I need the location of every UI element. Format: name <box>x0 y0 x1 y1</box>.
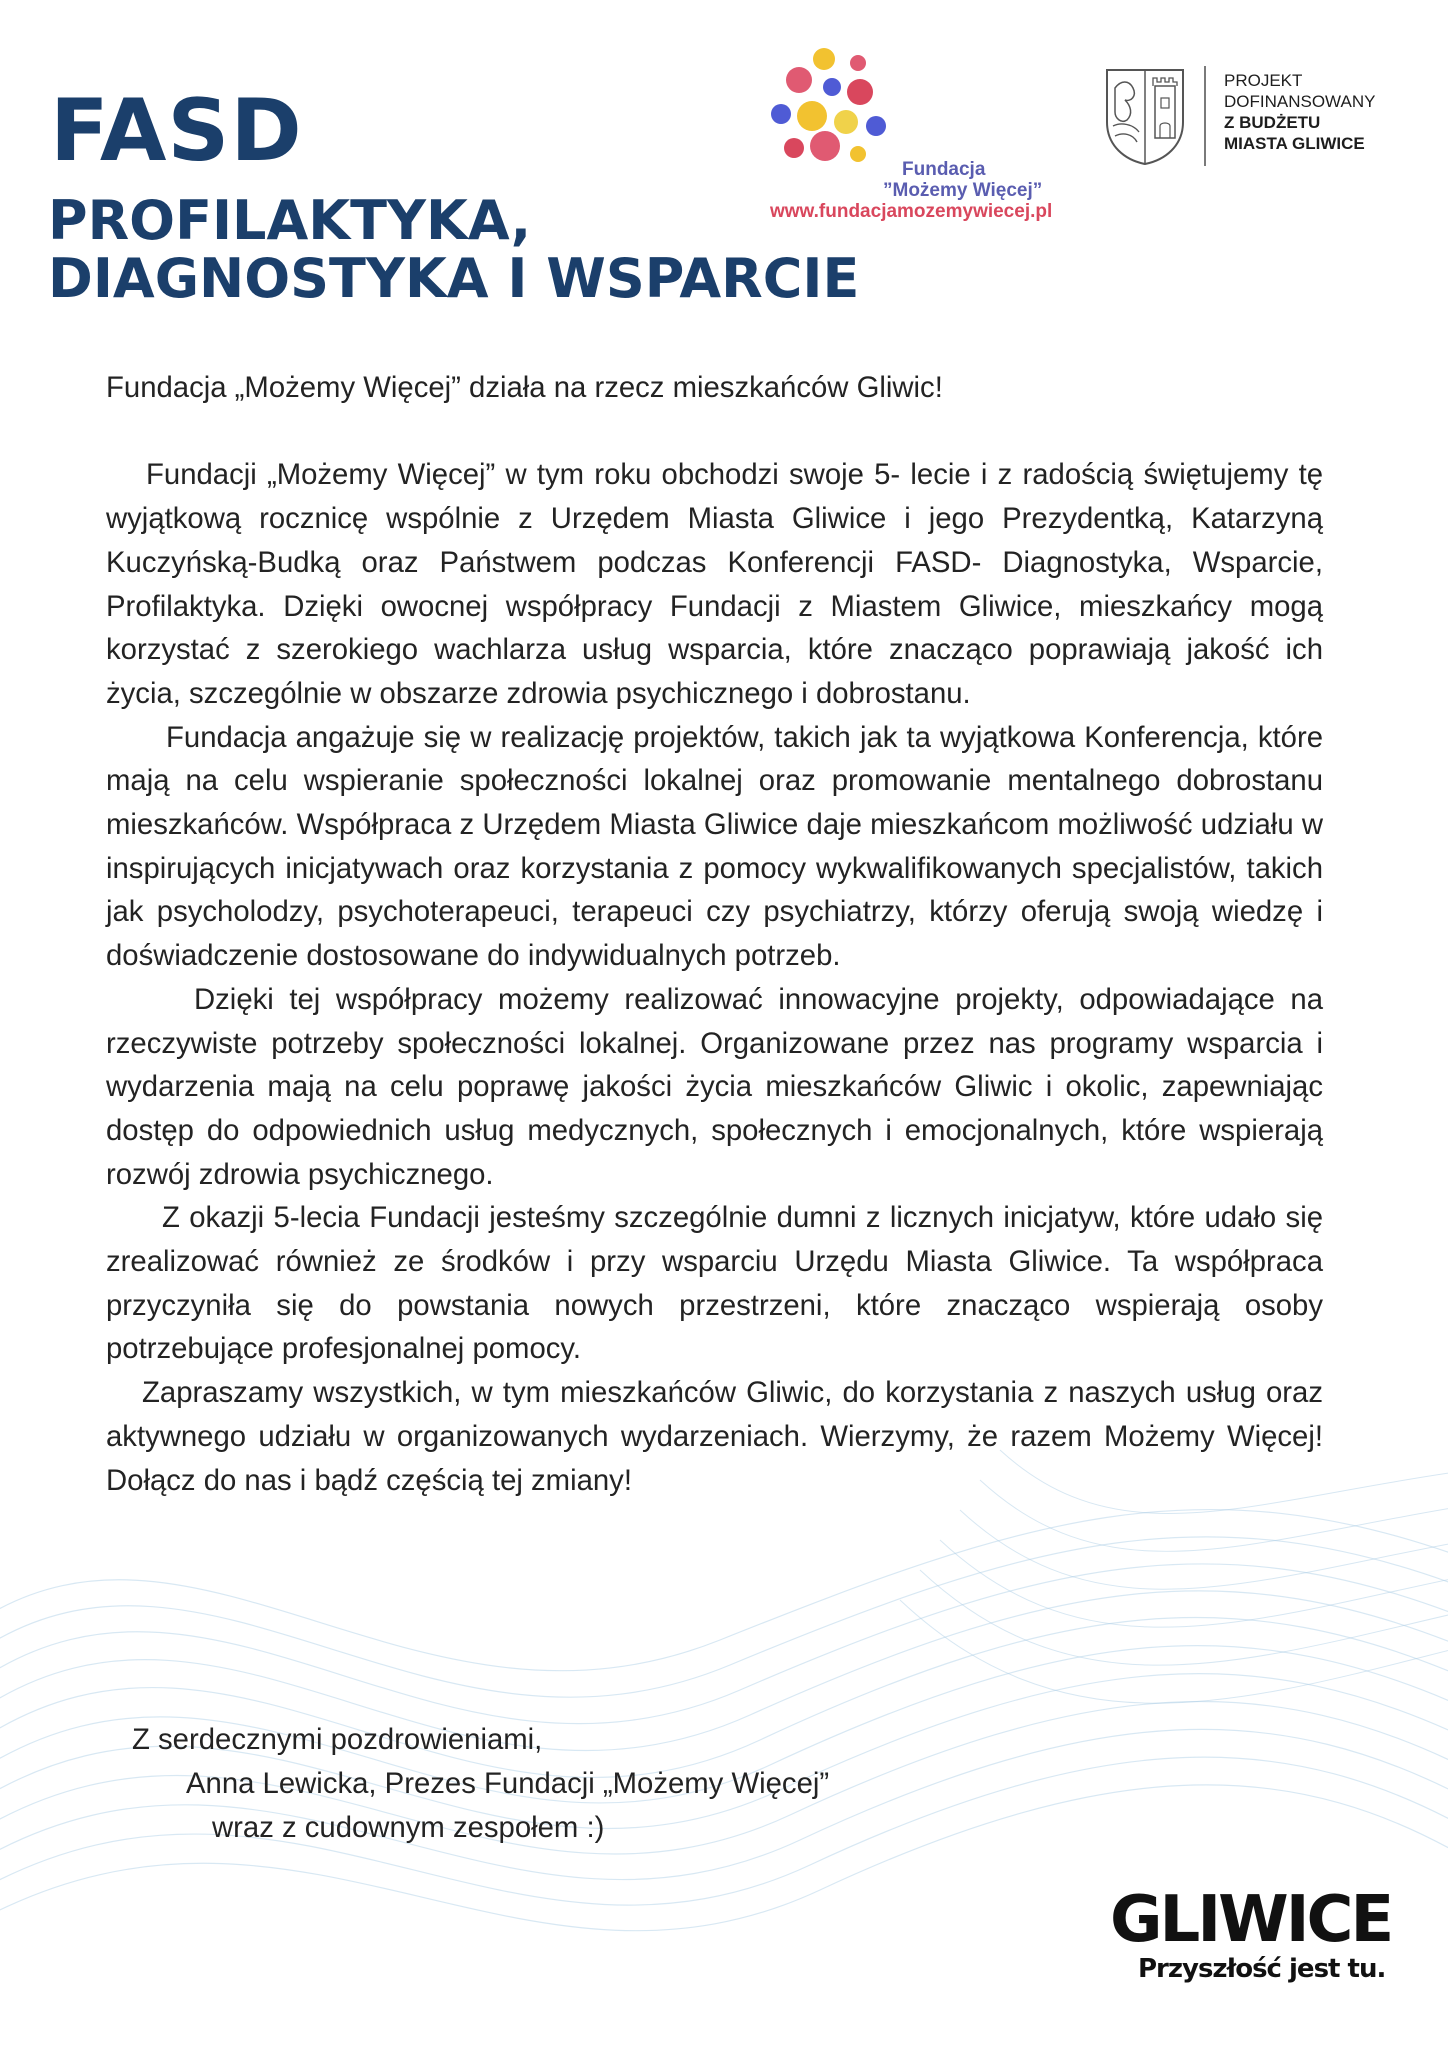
closing-line: Z serdecznymi pozdrowieniami, <box>132 1723 543 1756</box>
gliwice-crest-icon <box>1103 66 1187 166</box>
gliwice-logo: GLIWICE <box>1110 1883 1392 1957</box>
signatory-line: Anna Lewicka, Prezes Fundacji „Możemy Więcej” <box>186 1767 830 1800</box>
badge-line-1: PROJEKT <box>1224 71 1303 90</box>
team-line: wraz z cudownym zespołem :) <box>212 1811 605 1844</box>
badge-line-2: DOFINANSOWANY <box>1224 92 1376 111</box>
signature-block <box>132 1718 829 1850</box>
page-title: FASD <box>50 81 303 181</box>
badge-line-3: Z BUDŻETU <box>1224 113 1321 132</box>
gliwice-tagline: Przyszłość jest tu. <box>1138 1954 1386 1984</box>
project-badge <box>1224 70 1434 154</box>
foundation-name-line2: ”Możemy Więcej” <box>883 180 1043 201</box>
foundation-logo <box>770 44 1100 222</box>
letter-paragraph: Zapraszamy wszystkich, w tym mieszkańców Gliwic, do korzystania z naszych usług oraz aktywnego udziału w organizowanych wydarzeniach. Wierzymy, że razem Możemy Więcej! Dołącz do nas i bądź częścią tej zmiany! <box>106 1376 1323 1497</box>
badge-line-4: MIASTA GLIWICE <box>1224 134 1365 153</box>
letter-intro: Fundacja „Możemy Więcej” działa na rzecz mieszkańców Gliwic! <box>106 371 943 404</box>
page-subtitle: PROFILAKTYKA, DIAGNOSTYKA I WSPARCIE <box>48 189 860 310</box>
letter-paragraph: Z okazji 5-lecia Fundacji jesteśmy szczególnie dumni z licznych inicjatyw, które udało się zrealizować również ze środków i przy wsparciu Urzędu Miasta Gliwice. Ta współpraca przyczyniła się do powstania nowych przestrzeni, które znacząco wspierają osoby potrzebujące profesjonalnej pomocy. <box>106 1201 1323 1366</box>
badge-divider <box>1204 66 1206 166</box>
colored-dots-icon <box>770 44 1100 174</box>
letter-paragraph: Dzięki tej współpracy możemy realizować innowacyjne projekty, odpowiadające na rzeczywiste potrzeby społeczności lokalnej. Organizowane przez nas programy wsparcia i wydarzenia mają na celu poprawę jakości życia mieszkańców Gliwic i okolic, zapewniając dostęp do odpowiednich usług medycznych, społecznych i emocjonalnych, które wspierają rozwój zdrowia psychicznego. <box>106 982 1323 1191</box>
letter-paragraph: Fundacji „Możemy Więcej” w tym roku obchodzi swoje 5- lecie i z radością świętujemy tę wyjątkową rocznicę wspólnie z Urzędem Miasta Gliwice i jego Prezydentką, Katarzyną Kuczyńską-Budką oraz Państwem podczas Konferencji FASD- Diagnostyka, Wsparcie, Profilaktyka. Dzięki owocnej współpracy Fundacji z Miastem Gliwice, mieszkańcy mogą korzystać z szerokiego wachlarza usług wsparcia, które znacząco poprawiają jakość ich życia, szczególnie w obszarze zdrowia psychicznego i dobrostanu. <box>106 458 1323 710</box>
foundation-name-line1: Fundacja <box>902 159 986 180</box>
foundation-url: www.fundacjamozemywiecej.pl <box>770 201 1053 222</box>
letter-body <box>106 366 1323 1502</box>
letter-paragraph: Fundacja angażuje się w realizację projektów, takich jak ta wyjątkowa Konferencja, które mają na celu wspieranie społeczności lokalnej oraz promowanie mentalnego dobrostanu mieszkańców. Współpraca z Urzędem Miasta Gliwice daje mieszkańcom możliwość udziału w inspirujących inicjatywach oraz korzystania z pomocy wykwalifikowanych specjalistów, takich jak psycholodzy, psychoterapeuci, terapeuci czy psychiatrzy, którzy oferują swoją wiedzę i doświadczenie dostosowane do indywidualnych potrzeb. <box>106 720 1323 973</box>
